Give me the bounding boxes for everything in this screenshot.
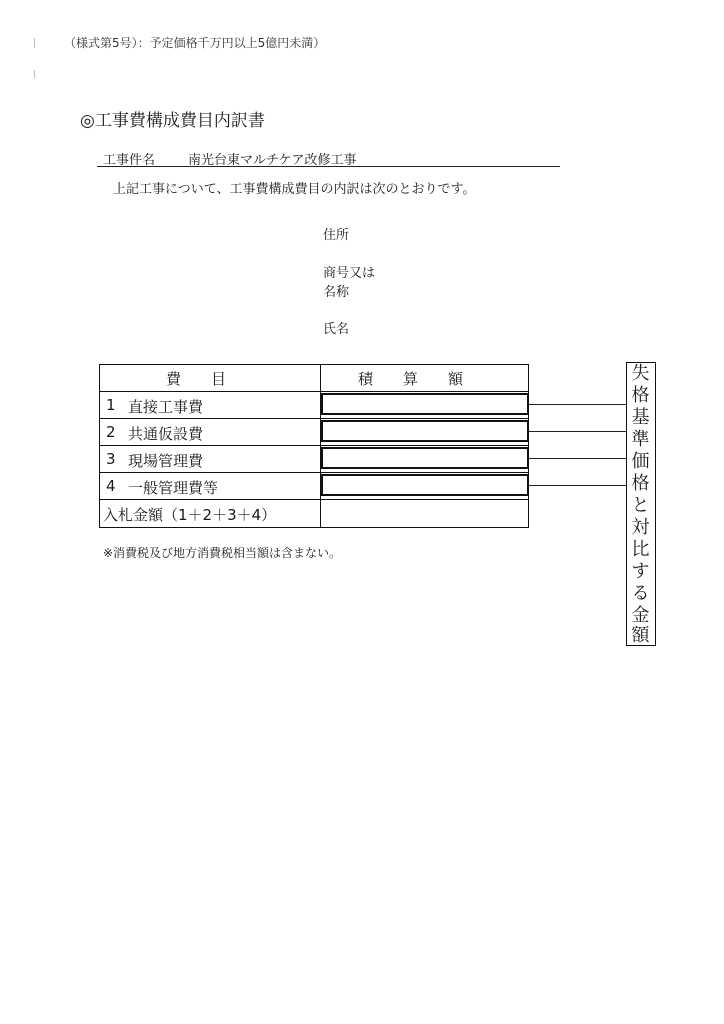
total-label: 入札金額（1＋2＋3＋4） — [103, 506, 277, 524]
intro-text: 上記工事について、工事費構成費目の内訳は次のとおりです。 — [113, 182, 476, 197]
arrow-row-3 — [529, 458, 639, 459]
side-label-char: 額 — [631, 625, 650, 646]
company-label-line2: 名称 — [323, 285, 350, 300]
scan-mark — [34, 70, 35, 78]
side-label-char: 格 — [631, 385, 650, 406]
side-label-char: 準 — [631, 429, 650, 450]
row-3-label: 現場管理費 — [128, 452, 204, 470]
row-1-label: 直接工事費 — [128, 398, 204, 416]
row-divider — [100, 391, 528, 392]
side-label-char: と — [631, 495, 650, 516]
row-1-number: 1 — [106, 396, 116, 414]
header-amount: 積 算 額 — [358, 370, 464, 388]
project-name: 南光台東マルチケア改修工事 — [188, 153, 357, 168]
row-4-amount-field[interactable] — [321, 474, 529, 496]
side-label-char: 基 — [631, 407, 650, 428]
arrow-row-1 — [529, 404, 639, 405]
row-3-amount-field[interactable] — [321, 447, 529, 469]
row-divider — [100, 499, 528, 500]
row-4-label: 一般管理費等 — [128, 479, 219, 497]
arrow-row-4 — [529, 485, 639, 486]
form-number-note: （様式第5号）：予定価格千万円以上5億円未満） — [64, 36, 326, 50]
row-1-amount-field[interactable] — [321, 393, 529, 415]
document-title: ◎工事費構成費目内訳書 — [80, 111, 265, 131]
row-divider — [100, 418, 528, 419]
side-label-char: る — [631, 583, 650, 604]
row-divider — [100, 445, 528, 446]
cost-breakdown-table — [99, 364, 529, 528]
tax-footnote: ※消費税及び地方消費税相当額は含まない。 — [103, 546, 342, 560]
row-3-number: 3 — [106, 450, 116, 468]
side-label-char: 対 — [631, 517, 650, 538]
disqualification-comparison-box — [626, 362, 656, 646]
column-divider — [320, 365, 321, 527]
scan-mark — [34, 38, 35, 48]
name-label: 氏名 — [323, 322, 350, 337]
side-label-char: す — [631, 561, 650, 582]
address-label: 住所 — [323, 228, 350, 243]
side-label-char: 格 — [631, 473, 650, 494]
row-2-label: 共通仮設費 — [128, 425, 204, 443]
side-label-char: 金 — [631, 605, 650, 626]
project-label: 工事件名 — [103, 153, 156, 168]
row-2-number: 2 — [106, 423, 116, 441]
arrow-row-2 — [529, 431, 639, 432]
side-label-char: 失 — [631, 363, 650, 384]
row-2-amount-field[interactable] — [321, 420, 529, 442]
company-label-line1: 商号又は — [323, 266, 376, 281]
row-4-number: 4 — [106, 477, 116, 495]
project-underline — [97, 166, 560, 167]
side-label-char: 価 — [631, 451, 650, 472]
header-item: 費 目 — [166, 370, 227, 388]
side-label-char: 比 — [631, 539, 650, 560]
row-divider — [100, 472, 528, 473]
